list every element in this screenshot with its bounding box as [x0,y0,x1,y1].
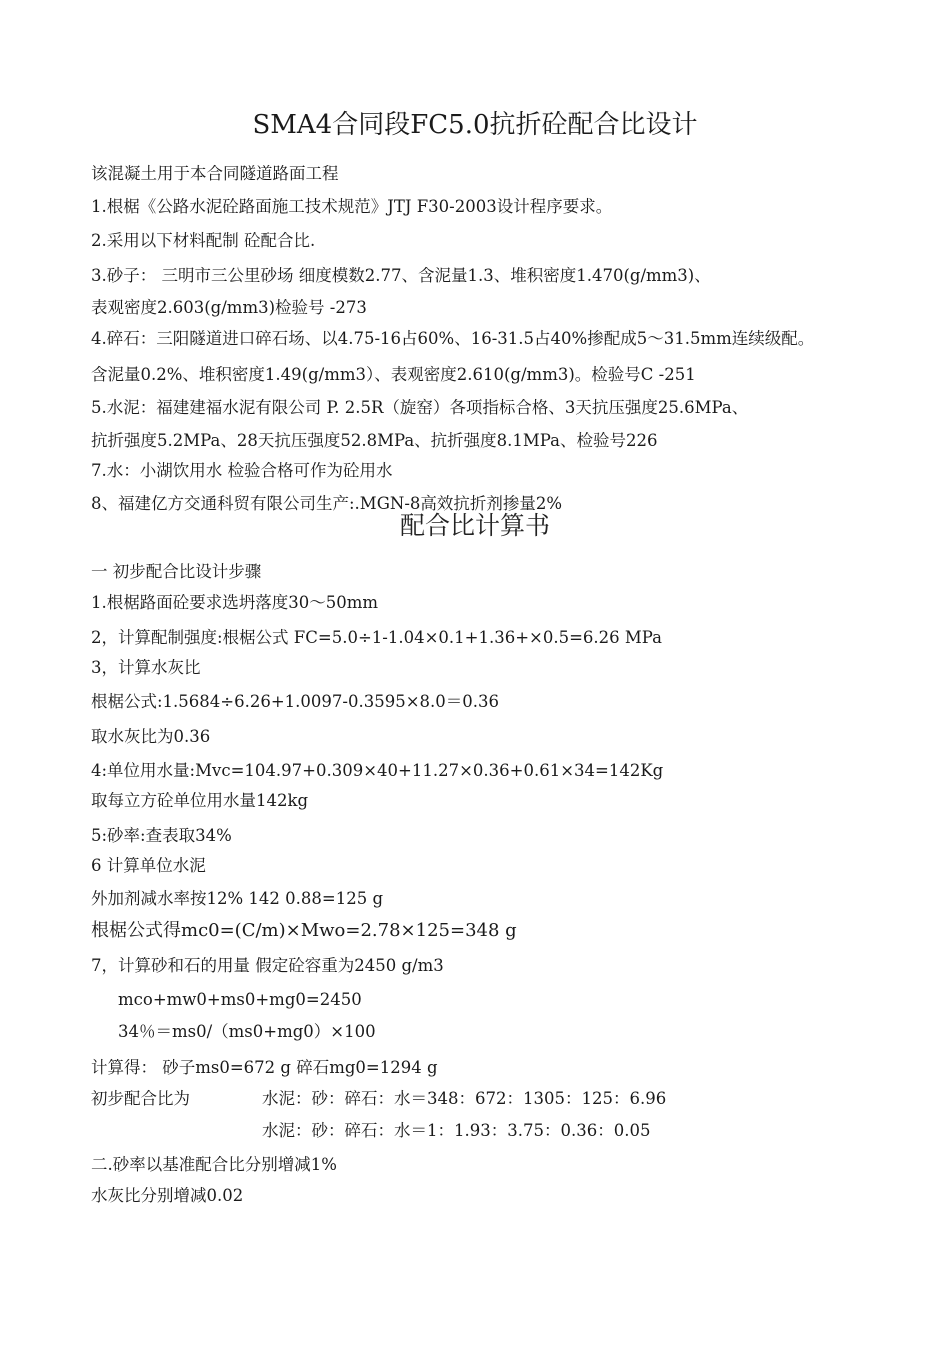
item-2: 2.采用以下材料配制 砼配合比. [91,231,316,250]
item-5-line-1: 5.水泥：福建建福水泥有限公司 P. 2.5R（旋窑）各项指标合格、3天抗压强度25.6MPa、 [91,398,749,417]
item-4-line-1: 4.碎石：三阳隧道进口碎石场、以4.75-16占60%、16-31.5占40%掺配成5～31.5mm连续级配。 [91,329,815,348]
item-1: 1.根椐《公路水泥砼路面施工技术规范》JTJ F30-2003设计程序要求。 [91,197,613,216]
step-2-heading: 二.砂率以基准配合比分别增减1% [91,1155,337,1174]
item-4-line-2: 含泥量0.2%、堆积密度1.49(g/mm3）、表观密度2.610(g/mm3)。检验号C -251 [91,365,696,384]
step-1-7-result: 计算得： 砂子ms0=672 g 碎石mg0=1294 g [91,1058,438,1077]
step-1-heading: 一 初步配合比设计步骤 [91,562,262,581]
step-1-4: 4:单位用水量:Mvc=104.97+0.309×40+11.27×0.36+0.61×34=142Kg [91,761,664,780]
item-3-line-2: 表观密度2.603(g/mm3)检验号 -273 [91,298,367,317]
item-7: 7.水：小湖饮用水 检验合格可作为砼用水 [91,461,393,480]
step-1-8-ratio-mass: 水泥：砂：碎石：水＝348：672：1305：125：6.96 [262,1089,667,1108]
section-heading: 配合比计算书 [399,511,550,540]
step-1-1: 1.根椐路面砼要求选坍落度30～50mm [91,593,379,612]
step-1-3-formula: 根椐公式:1.5684÷6.26+1.0097-0.3595×8.0＝0.36 [91,692,500,711]
step-1-2: 2，计算配制强度:根椐公式 FC=5.0÷1-1.04×0.1+1.36+×0.5=6.26 MPa [91,628,662,647]
step-1-8-ratio-relative: 水泥：砂：碎石：水＝1：1.93：3.75：0.36：0.05 [262,1121,651,1140]
step-2-line: 水灰比分别增减0.02 [91,1186,244,1205]
step-1-7-eq-2: 34％＝ms0/（ms0+mg0）×100 [118,1022,376,1041]
step-1-6-admixture: 外加剂减水率按12% 142 0.88=125 g [91,889,384,908]
item-5-line-2: 抗折强度5.2MPa、28天抗压强度52.8MPa、抗折强度8.1MPa、检验号226 [91,431,658,450]
step-1-6-formula: 根椐公式得mc0=(C/m)×Mwo=2.78×125=348 g [91,920,517,941]
step-1-3-result: 取水灰比为0.36 [91,727,211,746]
step-1-3: 3，计算水灰比 [91,658,201,677]
step-1-6: 6 计算单位水泥 [91,856,206,875]
step-1-7: 7，计算砂和石的用量 假定砼容重为2450 g/m3 [91,956,444,975]
document-title: SMA4合同段FC5.0抗折砼配合比设计 [252,110,698,140]
item-8: 8、福建亿方交通科贸有限公司生产:.MGN-8高效抗折剂掺量2% [91,494,563,513]
item-3-line-1: 3.砂子： 三明市三公里砂场 细度模数2.77、含泥量1.3、堆积密度1.470(g/mm3)、 [91,266,711,285]
step-1-8-label: 初步配合比为 [91,1089,190,1108]
step-1-4-result: 取每立方砼单位用水量142kg [91,791,309,810]
intro-line: 该混凝土用于本合同隧道路面工程 [91,164,339,183]
step-1-7-eq-1: mco+mw0+ms0+mg0=2450 [118,990,362,1009]
step-1-5: 5:砂率:查表取34% [91,826,232,845]
